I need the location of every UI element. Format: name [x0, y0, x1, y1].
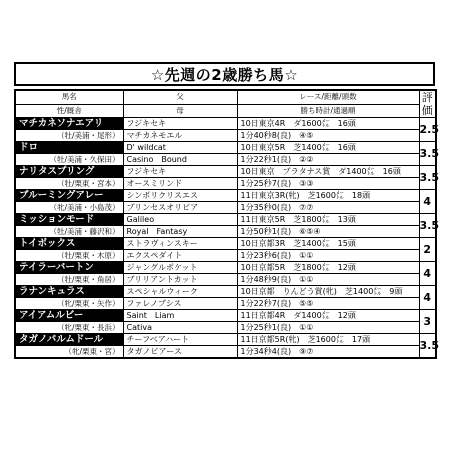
horse-sire: ストラヴィンスキー	[123, 238, 237, 250]
header-row-1	[15, 90, 436, 104]
header-stable: 性/厩舎	[15, 104, 123, 117]
horse-result: 1分22秒1(良) ②②	[237, 154, 419, 166]
horse-row-detail	[15, 346, 436, 359]
horse-dam: Cativa	[123, 322, 237, 334]
header-name: 馬名	[15, 90, 123, 104]
horse-row	[15, 310, 436, 322]
horse-score: 4	[419, 262, 436, 286]
horse-name: ナリタスプリング	[15, 166, 123, 178]
horse-sire: Galileo	[123, 214, 237, 226]
horse-row	[15, 214, 436, 226]
horse-result: 1分22秒7(良) ⑤⑤	[237, 298, 419, 310]
horse-result: 1分34秒4(良) ⑨⑦	[237, 346, 419, 359]
horse-row-detail	[15, 250, 436, 262]
horse-dam: プリンセスオリビア	[123, 202, 237, 214]
horse-stable: （牡/美浦・久保田）	[15, 154, 123, 166]
horse-race: 11日東京5R 芝1800㍍ 13頭	[237, 214, 419, 226]
horse-dam: タガノビアース	[123, 346, 237, 359]
winners-panel	[14, 62, 439, 359]
horse-row	[15, 166, 436, 178]
horse-race: 10日京都5R 芝1800㍍ 12頭	[237, 262, 419, 274]
horse-name: アイアムルビー	[15, 310, 123, 322]
horse-race: 10日東京 プラタナス賞 ダ1400㍍ 16頭	[237, 166, 419, 178]
horse-dam: エクスペダイト	[123, 250, 237, 262]
horse-row-detail	[15, 178, 436, 190]
header-dam: 母	[123, 104, 237, 117]
horse-stable: （牝/栗東・宮）	[15, 346, 123, 359]
horse-name: ブルーミングアレー	[15, 190, 123, 202]
horse-name: マチカネソナエアリ	[15, 118, 123, 130]
horse-sire: フジキセキ	[123, 166, 237, 178]
horse-score: 2	[419, 238, 436, 262]
horse-dam: Casino Bound	[123, 154, 237, 166]
horse-name: タガノパルムドール	[15, 334, 123, 346]
horse-score: 3.5	[419, 334, 436, 359]
header-eval	[419, 90, 436, 118]
horse-result: 1分48秒9(良) ①①	[237, 274, 419, 286]
horse-row-detail	[15, 202, 436, 214]
horse-row	[15, 286, 436, 298]
header-row-2	[15, 104, 436, 117]
horse-dam: マチカネモエル	[123, 130, 237, 142]
header-sire: 父	[123, 90, 237, 104]
horse-stable: （牝/美浦・小島茂）	[15, 202, 123, 214]
table-body	[15, 90, 439, 358]
horse-score: 4	[419, 190, 436, 214]
horse-race: 10日京都 りんどう賞(牝) 芝1400㍍ 9頭	[237, 286, 419, 298]
horse-sire: シンボリクリスエス	[123, 190, 237, 202]
horse-stable: （牝/栗東・矢作）	[15, 298, 123, 310]
horse-sire: スペシャルウィーク	[123, 286, 237, 298]
horse-stable: （牡/栗東・木原）	[15, 250, 123, 262]
horse-stable: （牝/栗東・長浜）	[15, 322, 123, 334]
horse-row-detail	[15, 226, 436, 238]
horse-stable: （牡/栗東・宮本）	[15, 178, 123, 190]
horse-result: 1分23秒6(良) ①①	[237, 250, 419, 262]
horse-race: 10日京都3R 芝1400㍍ 15頭	[237, 238, 419, 250]
horse-sire: ジャングルポケット	[123, 262, 237, 274]
horse-row	[15, 262, 436, 274]
horse-result: 1分25秒1(良) ①①	[237, 322, 419, 334]
horse-result: 1分50秒1(良) ⑥⑤④	[237, 226, 419, 238]
horse-score: 3.5	[419, 214, 436, 238]
horse-name: トイボックス	[15, 238, 123, 250]
horse-row	[15, 142, 436, 154]
horse-dam: オースミリンド	[123, 178, 237, 190]
horse-row-detail	[15, 154, 436, 166]
horse-dam: Royal Fantasy	[123, 226, 237, 238]
horse-sire: フジキセキ	[123, 118, 237, 130]
horse-sire: チーフベアハート	[123, 334, 237, 346]
horse-name: ラナンキュラス	[15, 286, 123, 298]
horse-race: 11日東京3R(牝) 芝1600㍍ 18頭	[237, 190, 419, 202]
horse-row-detail	[15, 130, 436, 142]
horse-race: 10日東京5R 芝1400㍍ 16頭	[237, 142, 419, 154]
horse-result: 1分40秒8(良) ④⑤	[237, 130, 419, 142]
horse-dam: ファレノプシス	[123, 298, 237, 310]
horse-result: 1分35秒0(良) ⑦⑦	[237, 202, 419, 214]
horse-race: 10日東京4R ダ1600㍍ 16頭	[237, 118, 419, 130]
horse-score: 3.5	[419, 142, 436, 166]
horse-row	[15, 190, 436, 202]
horse-dam: ブリリアントカット	[123, 274, 237, 286]
horse-name: ミッションモード	[15, 214, 123, 226]
horse-score: 4	[419, 286, 436, 310]
horse-row-detail	[15, 322, 436, 334]
horse-sire: Saint Liam	[123, 310, 237, 322]
horse-row-detail	[15, 298, 436, 310]
winners-table	[14, 89, 437, 359]
horse-score: 3.5	[419, 166, 436, 190]
horse-name: ドロ	[15, 142, 123, 154]
horse-race: 11日京都5R(牝) 芝1600㍍ 17頭	[237, 334, 419, 346]
horse-name: テイラーバートン	[15, 262, 123, 274]
horse-stable: （牡/美浦・藤沢和）	[15, 226, 123, 238]
header-race: レース/距離/頭数	[237, 90, 419, 104]
horse-stable: （牡/美浦・尾形）	[15, 130, 123, 142]
horse-row	[15, 118, 436, 130]
horse-sire: D' wildcat	[123, 142, 237, 154]
header-result: 勝ち時計/通過順	[237, 104, 419, 117]
horse-row	[15, 334, 436, 346]
header-eval-label: 評価	[421, 91, 433, 117]
horse-score: 3	[419, 310, 436, 334]
horse-stable: （牡/栗東・角居）	[15, 274, 123, 286]
horse-row	[15, 238, 436, 250]
page-title: ☆先週の2歳勝ち馬☆	[14, 62, 435, 86]
horse-row-detail	[15, 274, 436, 286]
horse-race: 11日京都4R ダ1400㍍ 12頭	[237, 310, 419, 322]
horse-score: 2.5	[419, 118, 436, 142]
horse-result: 1分25秒7(良) ③③	[237, 178, 419, 190]
